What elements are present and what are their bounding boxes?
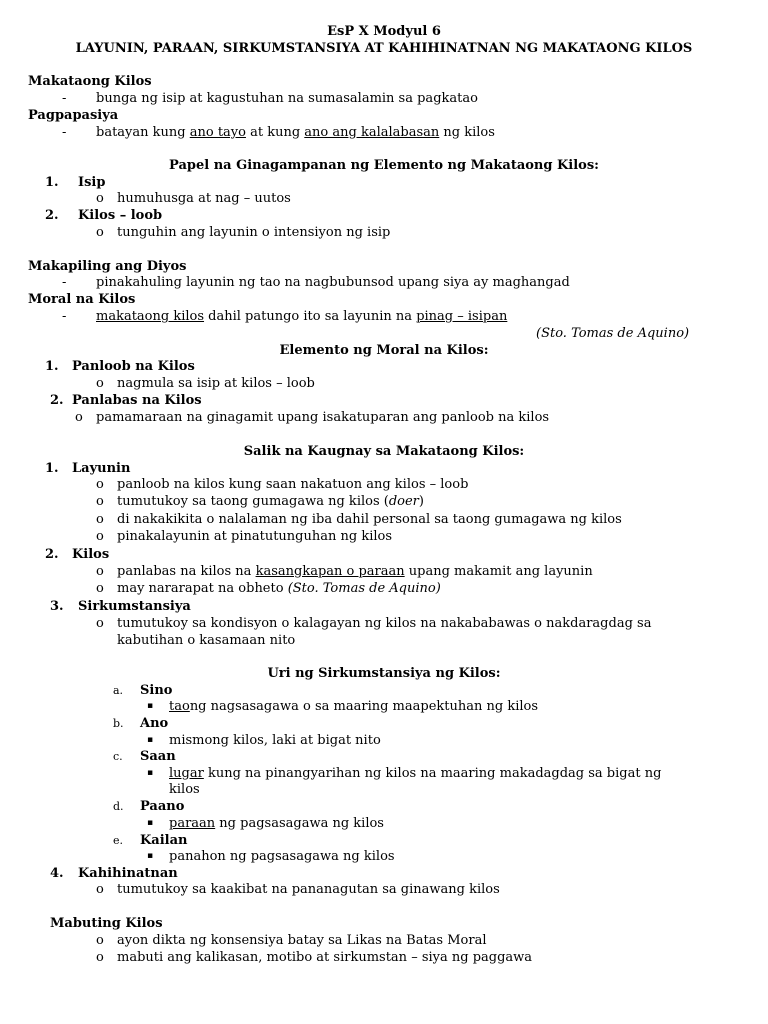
item-label-saan: Saan <box>140 749 176 764</box>
dash-marker: - <box>62 275 67 290</box>
list-number: 2. <box>45 547 59 562</box>
item-text: tumutukoy sa kondisyon o kalagayan ng kilos na nakababawas o nakdaragdag sa <box>117 616 652 631</box>
bullet-circle: o <box>96 581 104 596</box>
item-label-sirkumstansiya: Sirkumstansiya <box>78 599 191 614</box>
underlined-text: ano ang kalalabasan <box>304 125 440 140</box>
item-text-continued: kilos <box>169 782 200 797</box>
item-text: mabuti ang kalikasan, motibo at sirkumstan – siya ng paggawa <box>117 950 533 965</box>
bullet-circle: o <box>96 950 104 965</box>
list-number: 3. <box>50 599 64 614</box>
term-pagpapasiya: Pagpapasiya <box>28 108 119 123</box>
bullet-circle: o <box>96 225 104 240</box>
list-number: 1. <box>45 461 59 476</box>
item-label-panloob: Panloob na Kilos <box>72 359 195 374</box>
definition-makataong-kilos: bunga ng isip at kagustuhan na sumasalamin sa pagkatao <box>96 91 478 106</box>
bullet-circle: o <box>75 410 83 425</box>
bullet-circle: o <box>96 882 104 897</box>
list-number: 2. <box>45 208 59 223</box>
item-label-sino: Sino <box>140 683 173 698</box>
list-number: 2. <box>50 393 64 408</box>
bullet-square: ▪ <box>147 851 154 861</box>
item-text: nagmula sa isip at kilos – loob <box>117 376 315 391</box>
list-number: 1. <box>45 175 59 190</box>
list-number: 1. <box>45 359 59 374</box>
underlined-text: lugar <box>169 766 204 781</box>
underlined-text: pinag – isipan <box>416 309 508 324</box>
dash-marker: - <box>62 309 67 324</box>
item-label-isip: Isip <box>78 175 106 190</box>
letter-marker: b. <box>113 717 124 730</box>
source-citation: (Sto. Tomas de Aquino) <box>536 326 690 341</box>
section-heading-uri: Uri ng Sirkumstansiya ng Kilos: <box>267 666 501 681</box>
underlined-text: kasangkapan o paraan <box>255 564 405 579</box>
bullet-square: ▪ <box>147 818 154 828</box>
term-mabuting-kilos: Mabuting Kilos <box>50 916 163 931</box>
document-title: EsP X Modyul 6 <box>327 24 441 39</box>
bullet-circle: o <box>96 564 104 579</box>
item-text: tunguhin ang layunin o intensiyon ng isip <box>117 225 391 240</box>
underlined-text: ano tayo <box>189 125 246 140</box>
item-text: tumutukoy sa kaakibat na pananagutan sa ginawang kilos <box>117 882 500 897</box>
item-text: panahon ng pagsasagawa ng kilos <box>169 849 395 864</box>
definition-pagpapasiya: batayan kung ano tayo at kung ano ang kalalabasan ng kilos <box>96 125 495 140</box>
section-heading-salik: Salik na Kaugnay sa Makataong Kilos: <box>243 444 525 459</box>
dash-marker: - <box>62 125 67 140</box>
underlined-text: paraan <box>169 816 216 831</box>
item-text: may nararapat na obheto (Sto. Tomas de Aquino) <box>117 581 441 596</box>
bullet-square: ▪ <box>147 768 154 778</box>
item-text: pamamaraan na ginagamit upang isakatuparan ang panloob na kilos <box>96 410 550 425</box>
bullet-circle: o <box>96 933 104 948</box>
underlined-text: makataong kilos <box>96 309 205 324</box>
item-text: paraan ng pagsasagawa ng kilos <box>169 816 384 831</box>
item-text: mismong kilos, laki at bigat nito <box>169 733 381 748</box>
definition-makapiling: pinakahuling layunin ng tao na nagbubunsod upang siya ay maghangad <box>96 275 570 290</box>
bullet-circle: o <box>96 512 104 527</box>
item-label-kahihinatnan: Kahihinatnan <box>78 866 178 881</box>
item-text: humuhusga at nag – uutos <box>117 191 291 206</box>
item-label-kailan: Kailan <box>140 833 188 848</box>
section-heading-elemento: Elemento ng Moral na Kilos: <box>279 343 489 358</box>
term-moral-na-kilos: Moral na Kilos <box>28 292 136 307</box>
letter-marker: c. <box>113 750 123 763</box>
term-makataong-kilos: Makataong Kilos <box>28 74 152 89</box>
letter-marker: a. <box>113 684 124 697</box>
item-label-paano: Paano <box>140 799 185 814</box>
item-text: ayon dikta ng konsensiya batay sa Likas na Batas Moral <box>117 933 487 948</box>
bullet-square: ▪ <box>147 735 154 745</box>
bullet-circle: o <box>96 529 104 544</box>
bullet-circle: o <box>96 494 104 509</box>
item-text: pinakalayunin at pinatutunguhan ng kilos <box>117 529 393 544</box>
definition-moral-na-kilos: makataong kilos dahil patungo ito sa layunin na pinag – isipan <box>96 309 508 324</box>
item-text: tumutukoy sa taong gumagawa ng kilos (doer) <box>117 494 424 509</box>
bullet-circle: o <box>96 191 104 206</box>
item-label-kilos-loob: Kilos – loob <box>78 208 163 223</box>
item-label-panlabas: Panlabas na Kilos <box>72 393 202 408</box>
dash-marker: - <box>62 91 67 106</box>
item-label-kilos: Kilos <box>72 547 110 562</box>
item-text: panloob na kilos kung saan nakatuon ang kilos – loob <box>117 477 469 492</box>
item-text: taong nagsasagawa o sa maaring maapektuhan ng kilos <box>169 699 539 714</box>
letter-marker: d. <box>113 800 124 813</box>
item-text: lugar kung na pinangyarihan ng kilos na maaring makadagdag sa bigat ng <box>169 766 662 781</box>
bullet-circle: o <box>96 477 104 492</box>
item-label-layunin: Layunin <box>72 461 131 476</box>
underlined-text: tao <box>169 699 190 714</box>
document-subtitle: LAYUNIN, PARAAN, SIRKUMSTANSIYA AT KAHIHINATNAN NG MAKATAONG KILOS <box>75 41 693 56</box>
bullet-circle: o <box>96 376 104 391</box>
list-number: 4. <box>50 866 64 881</box>
item-text-continued: kabutihan o kasamaan nito <box>117 633 296 648</box>
section-heading-papel: Papel na Ginagampanan ng Elemento ng Makataong Kilos: <box>169 158 599 173</box>
item-text: di nakakikita o nalalaman ng iba dahil personal sa taong gumagawa ng kilos <box>117 512 622 527</box>
term-makapiling-ang-diyos: Makapiling ang Diyos <box>28 259 187 274</box>
item-text: panlabas na kilos na kasangkapan o paraan upang makamit ang layunin <box>117 564 593 579</box>
letter-marker: e. <box>113 834 124 847</box>
bullet-square: ▪ <box>147 701 154 711</box>
item-label-ano: Ano <box>140 716 169 731</box>
bullet-circle: o <box>96 616 104 631</box>
